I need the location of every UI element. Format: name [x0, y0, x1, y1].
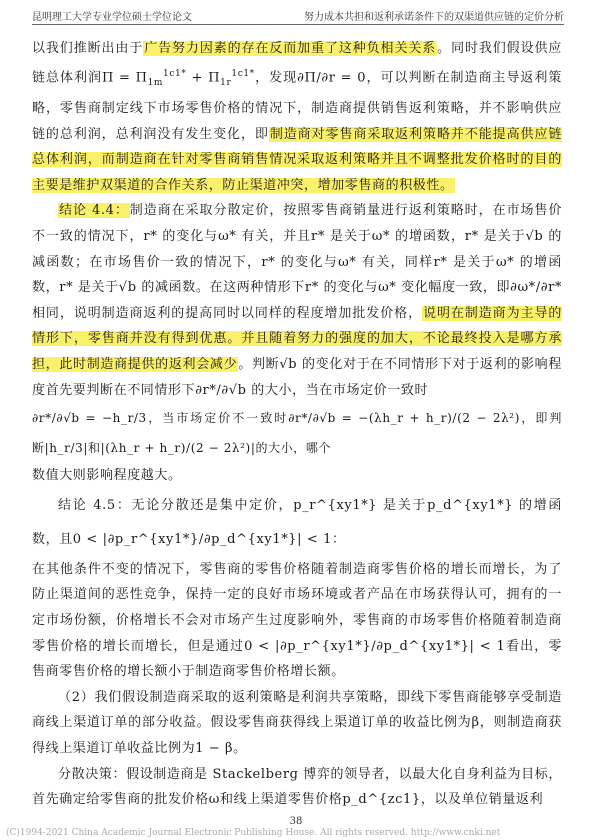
paragraph-4: （2）我们假设制造商采取的返利策略是利润共享策略，即线下零售商能够享受制造商线上渠道订单的部分收益。假设零售商获得线上渠道订单的收益比例为β，则制造商获得线上渠道订单收益比例为1 − β。 — [32, 689, 562, 756]
running-header — [32, 8, 564, 25]
header-left: 昆明理工大学专业学位硕士学位论文 — [32, 12, 192, 23]
formula-line: ∂r*/∂√b = −h_r/3，当市场定价不一致时∂r*/∂√b = −(λh_r + h_r)/(2 − 2λ²)，即判断|h_r/3|和|(λh_r + h_r)/(2 − 2λ²)|的大小，哪个 — [32, 411, 562, 456]
paragraph-2 — [32, 198, 562, 403]
highlight-2: 制造商对零售商采取返利策略并不能提高供应链总体利润，而制造商在针对零售商销售情况采取返利策略并且不调整批发价格时的目的主要是维护双渠道的合作关系，防止渠道冲突，增加零售商的积极性。 — [32, 126, 563, 193]
p1-text-b: 。同时我们假设供应链总体利润Π = Π — [32, 41, 562, 85]
paragraph-5: 分散决策：假设制造商是 Stackelberg 博弈的领导者，以最大化自身利益为目标，首先确定给零售商的批发价格ω和线上渠道零售价格p_d^{zc1}，以及单位销量返利 — [32, 766, 562, 808]
conclusion-4-4-label: 结论 4.4： — [59, 203, 129, 219]
paragraph-3: 在其他条件不变的情况下，零售商的零售价格随着制造商零售价格的增长而增长，为了防止渠道间的恶性竞争，保持一定的良好市场环境或者产品在市场获得认可，拥有的一定市场份额，价格增长不会对市场产生过度影响外，零售商的市场零售价格随着制造商零售价格的增长而增长，但是通过0 < |∂p_r^{xy1*}/∂p_d^{xy1*}| < 1看出，零售商零售价格的增长额小于制造商零售价格增长额。 — [32, 561, 562, 680]
copyright-footer: (C)1994-2021 China Academic Journal Electronic Publishing House. All rights reserved. http://www.cnki.net — [6, 828, 501, 838]
paragraph-1: 以我们推断出由于广告努力因素的存在反而加重了这种负相关关系。同时我们假设供应链总体利润$\Pi = \Pi_{1m}^{1c1*} + \Pi_{1r}^{1c1*}$，发现∂Π/∂r = 0，可以判断在制造商主导返利策略，零售商制定线下市场零售价格的情况下，制造商提供销售返利策略，并不影响供应链的总利润，总利润没有发生变化，即制造商对零售商采取返利策略并不能提高供应链总体利润，而制造商在针对零售商销售情况采取返利策略并且不调整批发价格时的目的主要是维护双渠道的合作关系，防止渠道冲突，增加零售商的积极性。 — [32, 41, 563, 193]
p2-text-b: 。判断√b 的变化对于在不同情形下对于返利的影响程度首先要判断在不同情形下∂r*/∂√b 的大小，当在市场定价一致时 — [32, 357, 562, 398]
p1-text-a: 以我们推断出由于 — [32, 41, 144, 56]
page-number: 38 — [289, 816, 303, 827]
highlight-3: 说明在制造商为主导的情形下，零售商并没有得到优惠。并且随着努力的强度的加大，不论最终投入是哪方承担，此时制造商提供的返利会减少 — [32, 305, 562, 373]
paragraph-3-lead: 结论 4.5：无论分散还是集中定价，p_r^{xy1*} 是关于p_d^{xy1*} 的增函数，且0 < |∂p_r^{xy1*}/∂p_d^{xy1*}| < 1： — [32, 497, 562, 547]
p1-text-c: ，发现∂Π/∂r = 0，可以判断在制造商主导返利策略，零售商制定线下市场零售价格的情况下，制造商提供销售返利策略，并不影响供应链的总利润，总利润没有发生变化，即 — [32, 69, 562, 142]
highlight-1: 广告努力因素的存在反而加重了这种负相关关系 — [144, 41, 437, 56]
header-right: 努力成本共担和返利承诺条件下的双渠道供应链的定价分析 — [304, 12, 564, 23]
p2-conclusion: 数值大则影响程度越大。 — [32, 468, 182, 484]
main-text — [32, 36, 562, 813]
p2-text-a: 制造商在采取分散定价，按照零售商销量进行返利策略时，在市场售价不一致的情况下，r* 的变化与ω* 有关，并且r* 是关于ω* 的增函数，r* 是关于√b 的减函数；在市场售价一致的情况下，r* 的变化与ω* 有关，同样r* 是关于ω* 的增函数，r* 是关于√b 的减函数。在这两种情形下r* 的变化与ω* 变化幅度一致，即∂ω*/∂r* 相同，说明制造商返利的提高同时以同样的程度增加批发价格， — [32, 203, 562, 321]
